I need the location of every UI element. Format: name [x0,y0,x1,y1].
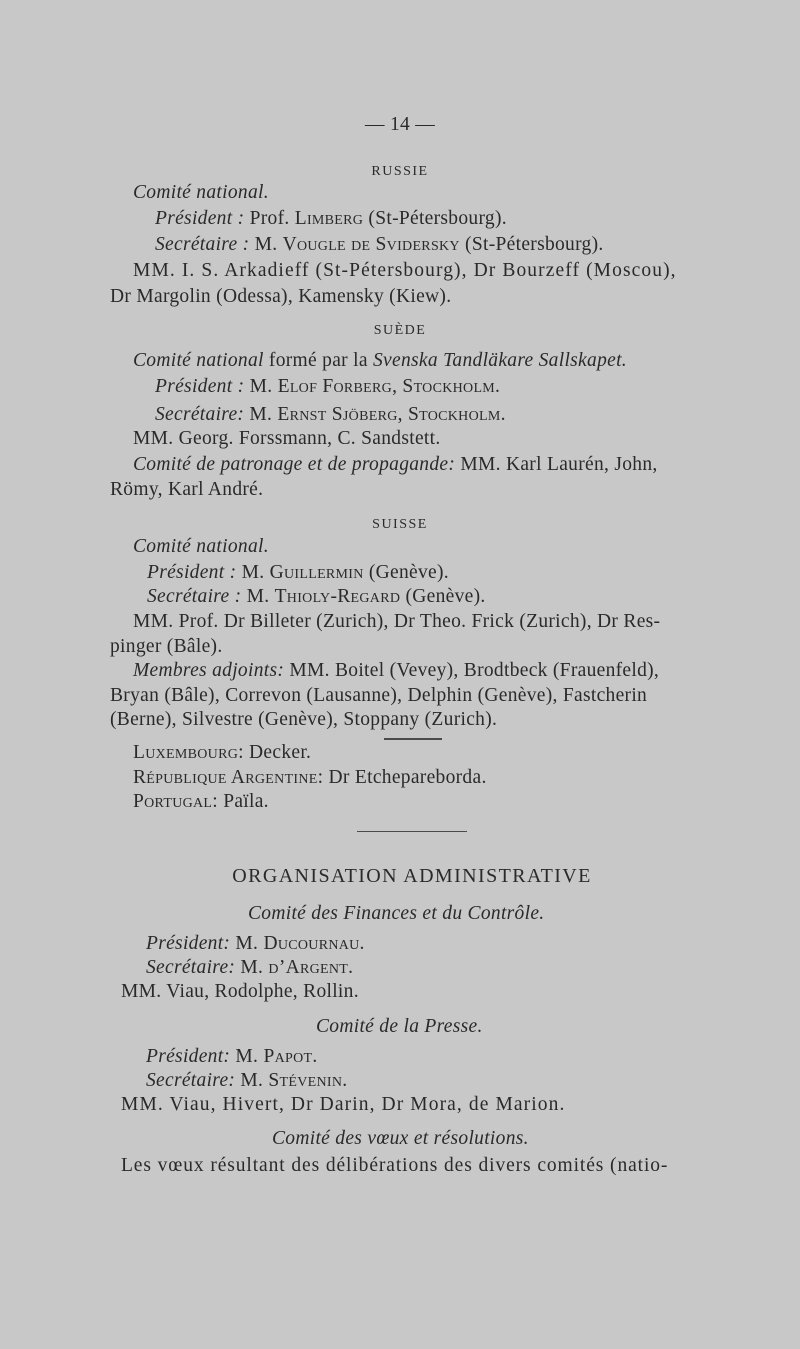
divider-short [384,738,442,740]
text-line: MM. Georg. Forssmann, C. Sandstett. [133,428,441,449]
text-line: MM. Viau, Rodolphe, Rollin. [121,981,359,1002]
text-line: MM. I. S. Arkadieff (St-Pétersbourg), Dr Bourzeff (Moscou), [133,260,677,281]
text-line: Secrétaire: M. Ernst Sjöberg, Stockholm. [155,404,506,425]
section-heading-suisse: SUISSE [372,517,428,532]
text-line: Bryan (Bâle), Correvon (Lausanne), Delphin (Genève), Fastcherin [110,685,648,706]
text-line: Dr Margolin (Odessa), Kamensky (Kiew). [110,286,452,307]
text-line: Römy, Karl André. [110,479,264,500]
text-line: Président : M. Guillermin (Genève). [147,562,449,583]
subsection-title: Comité de la Presse. [316,1016,483,1037]
text-line: (Berne), Silvestre (Genève), Stoppany (Zurich). [110,709,498,730]
subsection-title: Comité des vœux et résolutions. [272,1128,529,1149]
text-line: Président : M. Elof Forberg, Stockholm. [155,376,501,397]
text-line: pinger (Bâle). [110,636,223,657]
text-line: Président: M. Ducournau. [146,933,365,954]
text-line: Président: M. Papot. [146,1046,318,1067]
section-heading-russie: RUSSIE [371,164,429,179]
text-line: Secrétaire : M. Vougle de Svidersky (St-Pétersbourg). [155,234,604,255]
section-heading-suede: SUÈDE [373,323,427,338]
page-number: — 14 — [364,114,436,135]
section-heading-organisation: ORGANISATION ADMINISTRATIVE [232,865,592,887]
subsection-title: Comité des Finances et du Contrôle. [248,903,545,924]
text-line: Comité de patronage et de propagande: MM. Karl Laurén, John, [133,454,658,475]
text-line: Comité national formé par la Svenska Tandläkare Sallskapet. [133,350,627,371]
text-line: Portugal: Païla. [133,791,269,812]
text-line: MM. Prof. Dr Billeter (Zurich), Dr Theo. Frick (Zurich), Dr Res- [133,611,661,632]
text-line: Secrétaire : M. Thioly-Regard (Genève). [147,586,486,607]
text-line: MM. Viau, Hivert, Dr Darin, Dr Mora, de Marion. [121,1094,566,1115]
text-line: Comité national. [133,536,269,557]
divider [357,831,467,832]
text-line: Comité national. [133,182,269,203]
text-line: République Argentine: Dr Etchepareborda. [133,767,487,788]
text-line: Secrétaire: M. Stévenin. [146,1070,348,1091]
text-line: Luxembourg: Decker. [133,742,312,763]
text-line: Membres adjoints: MM. Boitel (Vevey), Brodtbeck (Frauenfeld), [133,660,660,681]
text-line: Les vœux résultant des délibérations des divers comités (natio- [121,1155,669,1176]
text-line: Président : Prof. Limberg (St-Pétersbourg). [155,208,507,229]
text-line: Secrétaire: M. d’Argent. [146,957,354,978]
